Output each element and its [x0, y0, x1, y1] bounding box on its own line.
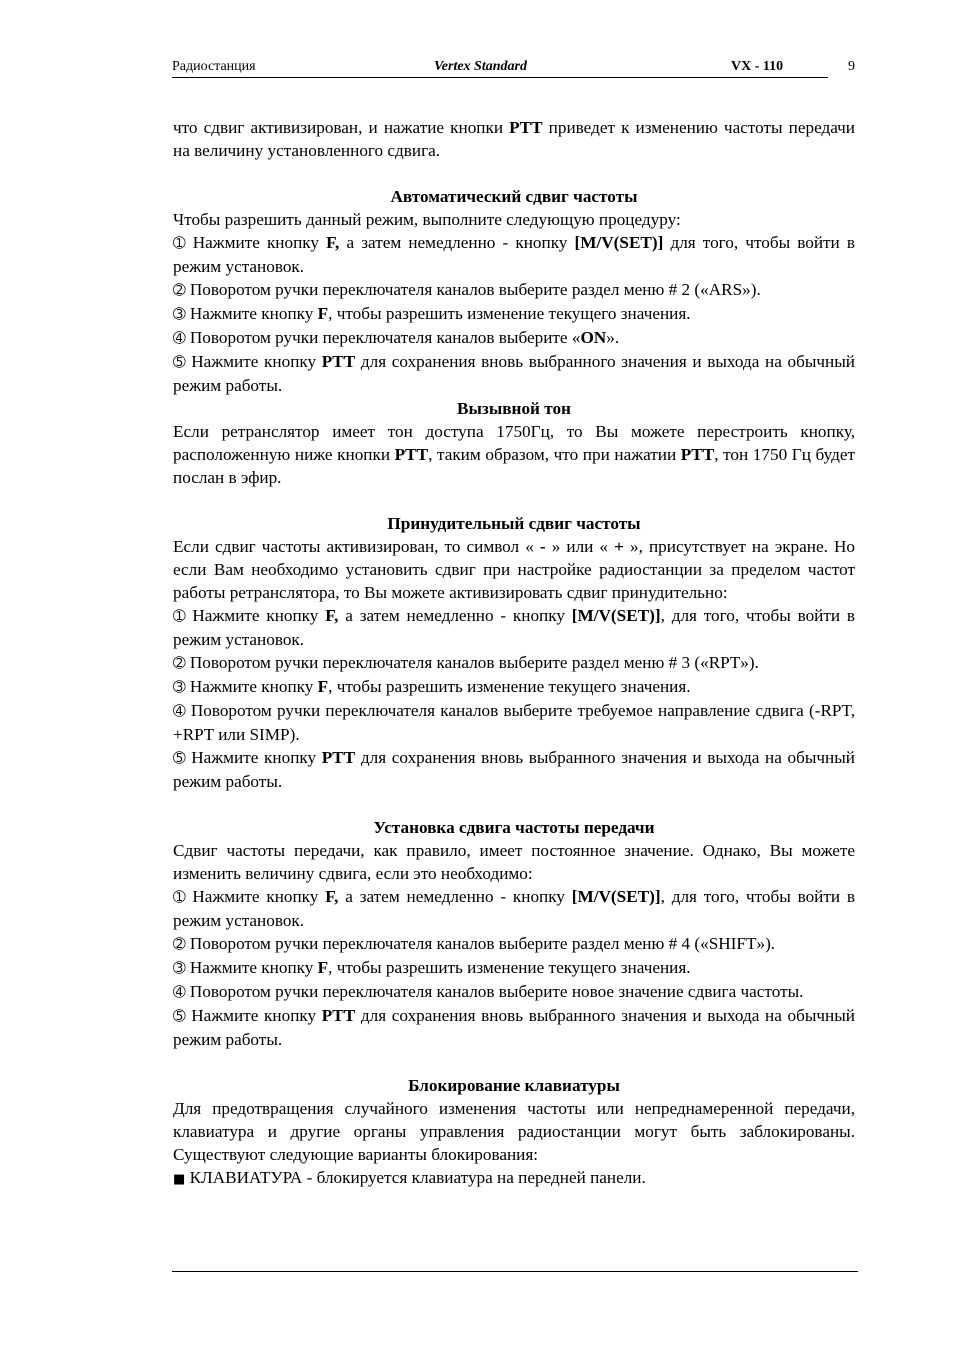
step-2: ➁ Поворотом ручки переключателя каналов выберите раздел меню # 4 («SHIFT»). [173, 934, 776, 953]
section-title-auto-shift: Автоматический сдвиг частоты [390, 187, 638, 206]
step-4: ➃ Поворотом ручки переключателя каналов выберите требуемое направление сдвига (-RPT, +RPT или SIMP). [173, 701, 855, 744]
step-5: ➄ Нажмите кнопку PTT для сохранения вновь выбранного значения и выхода на обычный режим работы. [173, 352, 855, 395]
step-1: ➀ Нажмите кнопку F, а затем немедленно - кнопку [M/V(SET)] для того, чтобы войти в режим установок. [173, 233, 855, 276]
step-number-icon: ➀ [173, 888, 186, 906]
step-4: ➃ Поворотом ручки переключателя каналов выберите новое значение сдвига частоты. [173, 982, 804, 1001]
step-3: ➂ Нажмите кнопку F, чтобы разрешить изменение текущего значения. [173, 304, 691, 323]
header-brand: Vertex Standard [434, 59, 527, 74]
header-title: Радиостанция [172, 59, 256, 74]
header-model: VX - 110 [731, 59, 784, 74]
step-2: ➁ Поворотом ручки переключателя каналов выберите раздел меню # 3 («RPT»). [173, 653, 759, 672]
step-number-icon: ➃ [173, 983, 186, 1001]
call-tone-paragraph: Если ретранслятор имеет тон доступа 1750Гц, то Вы можете перестроить кнопку, расположенную ниже кнопки PTT, таким образом, что при нажатии PTT, тон 1750 Гц будет послан в эфир. [173, 422, 855, 487]
intro-paragraph: что сдвиг активизирован, и нажатие кнопки PTT приведет к изменению частоты передачи на величину установленного сдвига. [173, 118, 855, 160]
step-number-icon: ➀ [173, 607, 186, 625]
list-item: ■ КЛАВИАТУРА - блокируется клавиатура на передней панели. [173, 1168, 646, 1187]
step-number-icon: ➄ [173, 1007, 186, 1025]
step-1: ➀ Нажмите кнопку F, а затем немедленно - кнопку [M/V(SET)], для того, чтобы войти в режим установок. [173, 887, 856, 930]
step-number-icon: ➃ [173, 702, 186, 720]
step-number-icon: ➄ [173, 749, 186, 767]
section-title-call-tone: Вызывной тон [457, 399, 571, 418]
square-bullet-icon: ■ [173, 1172, 186, 1187]
step-3: ➂ Нажмите кнопку F, чтобы разрешить изменение текущего значения. [173, 958, 691, 977]
step-2: ➁ Поворотом ручки переключателя каналов выберите раздел меню # 2 («ARS»). [173, 280, 761, 299]
step-1: ➀ Нажмите кнопку F, а затем немедленно - кнопку [M/V(SET)], для того, чтобы войти в режим установок. [173, 606, 856, 649]
step-4: ➃ Поворотом ручки переключателя каналов выберите «ON». [173, 328, 620, 347]
page-content [173, 116, 855, 1191]
step-number-icon: ➃ [173, 329, 186, 347]
footer-divider [172, 1271, 858, 1272]
step-number-icon: ➂ [173, 959, 186, 977]
step-number-icon: ➁ [173, 935, 186, 953]
step-number-icon: ➁ [173, 654, 186, 672]
step-5: ➄ Нажмите кнопку PTT для сохранения вновь выбранного значения и выхода на обычный режим работы. [173, 748, 855, 791]
section-title-keypad-lock: Блокирование клавиатуры [408, 1076, 620, 1095]
step-number-icon: ➂ [173, 305, 186, 323]
section-intro: Для предотвращения случайного изменения частоты или непреднамеренной передачи, клавиатура и другие органы управления радиостанции могут быть заблокированы. Существуют следующие варианты блокирования: [173, 1099, 855, 1164]
page-header [172, 57, 828, 78]
section-intro: Если сдвиг частоты активизирован, то символ « - » или « + », присутствует на экране. Но если Вам необходимо установить сдвиг при настройке радиостанции за пределом частот работы ретранслятора, то Вы можете активизировать сдвиг принудительно: [173, 537, 855, 602]
page-number: 9 [848, 59, 855, 74]
section-intro: Сдвиг частоты передачи, как правило, имеет постоянное значение. Однако, Вы можете изменить величину сдвига, если это необходимо: [173, 841, 855, 883]
step-3: ➂ Нажмите кнопку F, чтобы разрешить изменение текущего значения. [173, 677, 691, 696]
step-number-icon: ➄ [173, 353, 186, 371]
section-intro: Чтобы разрешить данный режим, выполните следующую процедуру: [173, 210, 681, 229]
step-number-icon: ➁ [173, 281, 186, 299]
section-title-forced-shift: Принудительный сдвиг частоты [387, 514, 641, 533]
step-number-icon: ➀ [173, 234, 186, 252]
step-5: ➄ Нажмите кнопку PTT для сохранения вновь выбранного значения и выхода на обычный режим работы. [173, 1006, 855, 1049]
step-number-icon: ➂ [173, 678, 186, 696]
section-title-tx-shift: Установка сдвига частоты передачи [373, 818, 655, 837]
